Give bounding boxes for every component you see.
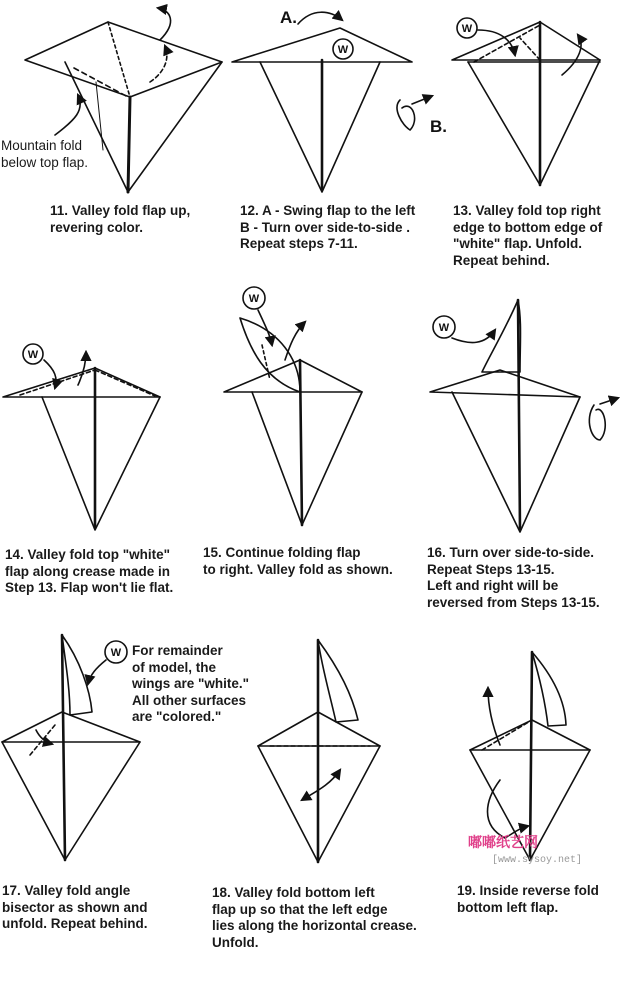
svg-text:W: W — [248, 293, 260, 305]
step-18-caption: 18. Valley fold bottom left flap up so that the left edge lies along the horizontal crease. Unfold. — [212, 885, 417, 950]
svg-text:W: W — [110, 647, 122, 659]
watermark-brand: 嘟嘟纸艺网 — [468, 835, 538, 851]
watermark-url: [www.sysoy.net] — [492, 855, 583, 866]
step-17-caption: 17. Valley fold angle bisector as shown and unfold. Repeat behind. — [2, 883, 148, 931]
white-surfaces-note: For remainder of model, the wings are "white." All other surfaces are "colored." — [132, 643, 250, 724]
step-19-caption: 19. Inside reverse fold bottom left flap. — [457, 883, 599, 915]
step-19-diagram — [470, 652, 590, 860]
svg-text:W: W — [27, 349, 39, 361]
step-16-w-symbol — [433, 316, 455, 338]
step-12-w-symbol — [333, 39, 353, 59]
step-14-diagram — [3, 344, 160, 530]
step-15-caption: 15. Continue folding flap to right. Valley fold as shown. — [203, 545, 393, 577]
mountain-fold-note: Mountain fold below top flap. — [1, 138, 89, 170]
step-14-w-symbol — [23, 344, 43, 364]
step-14-caption: 14. Valley fold top "white" flap along crease made in Step 13. Flap won't lie flat. — [5, 547, 174, 595]
step-15-w-symbol — [243, 287, 265, 309]
step-12-diagram — [232, 12, 432, 192]
label-a: A. — [280, 8, 297, 27]
step-12-caption: 12. A - Swing flap to the left B - Turn over side-to-side . Repeat steps 7-11. — [240, 203, 416, 251]
step-13-w-symbol — [457, 18, 477, 38]
label-b: B. — [430, 117, 447, 136]
step-16-caption: 16. Turn over side-to-side. Repeat Steps 13-15. Left and right will be reversed from Steps 13-15. — [427, 545, 600, 610]
step-18-diagram — [258, 640, 380, 862]
step-13-diagram — [452, 18, 600, 185]
step-15-diagram — [224, 287, 362, 525]
step-17-w-symbol — [105, 641, 127, 663]
svg-text:W: W — [337, 44, 349, 56]
svg-text:W: W — [461, 23, 473, 35]
svg-text:W: W — [438, 322, 450, 334]
step-13-caption: 13. Valley fold top right edge to bottom edge of "white" flap. Unfold. Repeat behind. — [453, 203, 603, 268]
step-16-diagram — [430, 300, 618, 532]
step-11-caption: 11. Valley fold flap up, revering color. — [50, 203, 191, 235]
step-17-diagram — [2, 635, 140, 860]
